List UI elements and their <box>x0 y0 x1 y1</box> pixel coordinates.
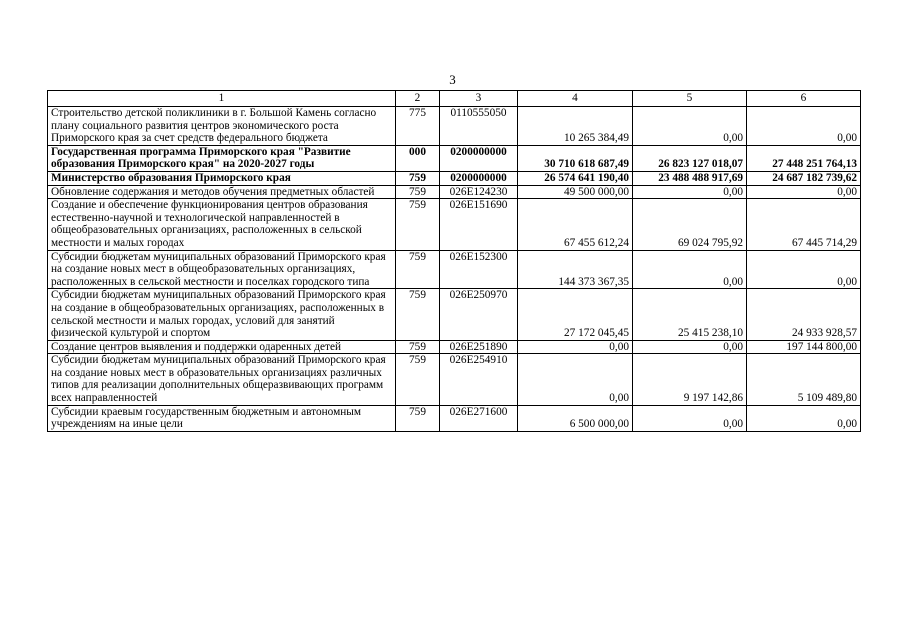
amount-year2-cell: 0,00 <box>633 185 747 199</box>
amount-year3-cell: 0,00 <box>747 107 861 146</box>
target-article-cell: 026Е124230 <box>440 185 518 199</box>
amount-year2-cell: 25 415 238,10 <box>633 289 747 340</box>
item-name-cell: Обновление содержания и методов обучения предметных областей <box>48 185 396 199</box>
amount-year1-cell: 30 710 618 687,49 <box>518 145 633 171</box>
amount-year1-cell: 49 500 000,00 <box>518 185 633 199</box>
table-row <box>48 354 861 405</box>
target-article-cell: 026Е251890 <box>440 340 518 354</box>
header-cell-6: 6 <box>747 91 861 107</box>
item-name-cell: Строительство детской поликлиники в г. Большой Камень согласно плану социального развития центров экономического роста Приморского края за счет средств федерального бюджета <box>48 107 396 146</box>
table-row <box>48 107 861 146</box>
page-number: 3 <box>449 72 456 87</box>
amount-year1-cell: 144 373 367,35 <box>518 250 633 289</box>
amount-year2-cell: 26 823 127 018,07 <box>633 145 747 171</box>
amount-year1-cell: 0,00 <box>518 354 633 405</box>
target-article-cell: 0200000000 <box>440 145 518 171</box>
amount-year2-cell: 0,00 <box>633 405 747 431</box>
amount-year3-cell: 0,00 <box>747 405 861 431</box>
amount-year2-cell: 23 488 488 917,69 <box>633 171 747 185</box>
grbs-code-cell: 759 <box>396 250 440 289</box>
header-cell-1: 1 <box>48 91 396 107</box>
item-name-cell: Субсидии бюджетам муниципальных образований Приморского края на создание новых мест в образовательных организациях различных типов для реализации дополнительных общеразвивающих программ всех направленностей <box>48 354 396 405</box>
table-row <box>48 250 861 289</box>
target-article-cell: 026Е271600 <box>440 405 518 431</box>
header-cell-2: 2 <box>396 91 440 107</box>
target-article-cell: 026Е250970 <box>440 289 518 340</box>
header-cell-4: 4 <box>518 91 633 107</box>
table-row <box>48 171 861 185</box>
amount-year3-cell: 0,00 <box>747 185 861 199</box>
amount-year3-cell: 67 445 714,29 <box>747 199 861 250</box>
budget-table <box>47 90 861 432</box>
table-row <box>48 145 861 171</box>
item-name-cell: Субсидии бюджетам муниципальных образований Приморского края на создание в общеобразовательных организациях, расположенных в сельской местности и малых городах, условий для занятий физической культурой и спортом <box>48 289 396 340</box>
table-row <box>48 185 861 199</box>
grbs-code-cell: 000 <box>396 145 440 171</box>
amount-year1-cell: 0,00 <box>518 340 633 354</box>
amount-year3-cell: 0,00 <box>747 250 861 289</box>
amount-year1-cell: 67 455 612,24 <box>518 199 633 250</box>
grbs-code-cell: 759 <box>396 289 440 340</box>
target-article-cell: 0110555050 <box>440 107 518 146</box>
grbs-code-cell: 759 <box>396 199 440 250</box>
table-row <box>48 340 861 354</box>
target-article-cell: 026Е151690 <box>440 199 518 250</box>
amount-year2-cell: 0,00 <box>633 250 747 289</box>
grbs-code-cell: 759 <box>396 354 440 405</box>
amount-year1-cell: 26 574 641 190,40 <box>518 171 633 185</box>
amount-year2-cell: 0,00 <box>633 107 747 146</box>
table-row <box>48 405 861 431</box>
item-name-cell: Создание и обеспечение функционирования центров образования естественно-научной и технологической направленностей в общеобразовательных организациях, расположенных в сельской местности и малых городах <box>48 199 396 250</box>
grbs-code-cell: 759 <box>396 340 440 354</box>
amount-year3-cell: 24 687 182 739,62 <box>747 171 861 185</box>
amount-year3-cell: 197 144 800,00 <box>747 340 861 354</box>
target-article-cell: 026Е254910 <box>440 354 518 405</box>
amount-year2-cell: 69 024 795,92 <box>633 199 747 250</box>
grbs-code-cell: 759 <box>396 171 440 185</box>
item-name-cell: Министерство образования Приморского края <box>48 171 396 185</box>
grbs-code-cell: 759 <box>396 405 440 431</box>
table-row <box>48 289 861 340</box>
table-row <box>48 199 861 250</box>
amount-year2-cell: 9 197 142,86 <box>633 354 747 405</box>
amount-year3-cell: 5 109 489,80 <box>747 354 861 405</box>
amount-year3-cell: 24 933 928,57 <box>747 289 861 340</box>
target-article-cell: 0200000000 <box>440 171 518 185</box>
item-name-cell: Субсидии краевым государственным бюджетным и автономным учреждениям на иные цели <box>48 405 396 431</box>
amount-year2-cell: 0,00 <box>633 340 747 354</box>
target-article-cell: 026Е152300 <box>440 250 518 289</box>
header-cell-5: 5 <box>633 91 747 107</box>
item-name-cell: Субсидии бюджетам муниципальных образований Приморского края на создание новых мест в общеобразовательных организациях, расположенных в сельской местности и поселках городского типа <box>48 250 396 289</box>
amount-year1-cell: 10 265 384,49 <box>518 107 633 146</box>
header-cell-3: 3 <box>440 91 518 107</box>
amount-year1-cell: 6 500 000,00 <box>518 405 633 431</box>
amount-year3-cell: 27 448 251 764,13 <box>747 145 861 171</box>
grbs-code-cell: 775 <box>396 107 440 146</box>
item-name-cell: Создание центров выявления и поддержки одаренных детей <box>48 340 396 354</box>
item-name-cell: Государственная программа Приморского края "Развитие образования Приморского края" на 2020-2027 годы <box>48 145 396 171</box>
grbs-code-cell: 759 <box>396 185 440 199</box>
amount-year1-cell: 27 172 045,45 <box>518 289 633 340</box>
table-header-row <box>48 91 861 107</box>
